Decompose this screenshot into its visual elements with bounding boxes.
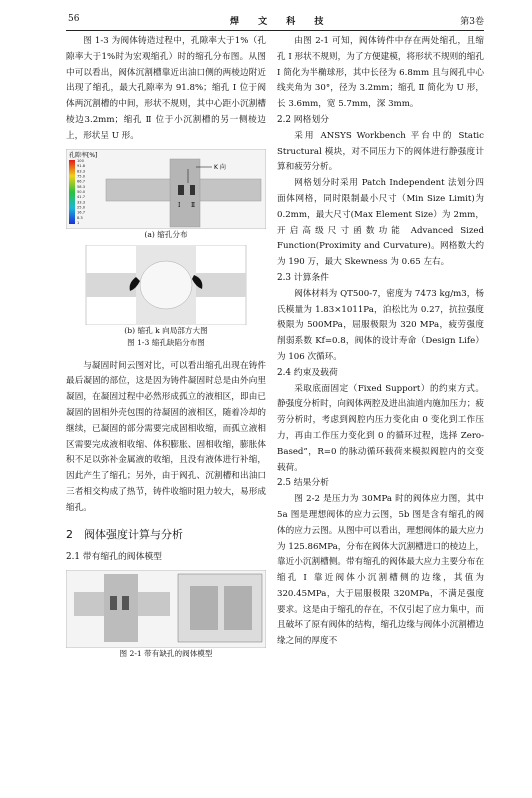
header-rule bbox=[66, 30, 484, 31]
page-header bbox=[0, 0, 532, 38]
section-2-heading: 2 阀体强度计算与分析 bbox=[66, 527, 183, 541]
shrinkage-label-2: Ⅱ bbox=[191, 201, 196, 209]
journal-title: 焊 文 科 技 bbox=[230, 17, 332, 27]
legend-value: 91.8 bbox=[77, 163, 86, 168]
page-number: 56 bbox=[68, 14, 80, 24]
left-column bbox=[66, 34, 266, 662]
legend-value: 58.3 bbox=[77, 184, 86, 189]
legend-value: 50.0 bbox=[77, 189, 86, 194]
right-paragraph-2-5: 图 2-2 是压力为 30MPa 时的阀体应力图，其中 5a 图是理想阀体的应力云图，5b 图是含有缩孔的阀体的应力云图。从图中可以看出，理想阀体的最大应力为 125.86MPa，分布在阀体大沉割槽进口的棱边上，靠近小沉割槽侧。带有缩孔的阀体最大应力主要分布在缩孔 Ⅰ 靠近阀体小沉割槽侧的边缘，其值为 320.45MPa，大于屈服极限 320MPa，不满足强度要求。这是由于缩孔的存在，不仅引起了应力集中，而且破坏了原有阀体的结构，缩孔边缘与阀体小沉割槽边缘之间的厚度不 bbox=[277, 494, 484, 647]
figure-b-caption: (b) 缩孔 k 向局部方大图 bbox=[124, 325, 208, 335]
figure-a-caption: (a) 缩孔分布 bbox=[144, 229, 188, 239]
figure-2-1 bbox=[66, 570, 266, 660]
legend-value: 100 bbox=[77, 158, 84, 163]
left-paragraph-2: 与凝固时间云图对比，可以看出缩孔出现在铸件最后凝固的部位，这是因为铸件凝固时总是由外向里凝固，在凝固过程中必然形成孤立的液相区，即由已凝固的固相外壳包围的待凝固的液相区，随着冷却的继续，已凝固的部分需要完成固相收缩，而孤立液相区需要完成液相收缩、体积膨胀、固相收缩，膨胀体积不足以弥补金属液的收缩，且没有液体进行补缩，因此产生了缩孔；另外，由于阀孔、沉割槽和出油口三者相交构成了热节，铸件收缩时阻力较大，易形成缩孔。 bbox=[66, 360, 266, 513]
legend-value: 83.3 bbox=[77, 168, 86, 173]
legend-value: 25.0 bbox=[77, 205, 86, 210]
right-column bbox=[277, 34, 484, 650]
figure-1-3a bbox=[66, 149, 266, 241]
section-2-3-heading: 2.3 计算条件 bbox=[277, 272, 329, 283]
legend-value: 41.7 bbox=[77, 194, 86, 199]
legend-value: 33.3 bbox=[77, 199, 86, 204]
legend-value: 1 bbox=[77, 220, 80, 225]
figure-1-3-caption: 图 1-3 缩孔缺陷分布图 bbox=[127, 337, 205, 347]
valve-model-image bbox=[66, 570, 266, 648]
shrinkage-label-1: Ⅰ bbox=[178, 201, 181, 209]
section-2-2-heading: 2.2 网格划分 bbox=[277, 114, 329, 125]
legend-value: 8.3 bbox=[77, 215, 83, 220]
legend-value: 66.7 bbox=[77, 179, 86, 184]
legend-value: 16.7 bbox=[77, 210, 86, 215]
right-paragraph-2-4: 采取底面固定（Fixed Support）的约束方式。静强度分析时，向阀体两腔及进出油道内施加压力；疲劳分析时，考虑到阀腔内压力变化由 0 变化到工作压力，再由工作压力变化到 0 的循环过程，选择 Zero-Based”，R=0 的脉动循环载荷来模拟阀腔内的交变载荷。 bbox=[277, 383, 484, 473]
section-2-5-heading: 2.5 结果分析 bbox=[277, 478, 329, 489]
volume-label: 第3卷 bbox=[460, 17, 484, 27]
section-2-4-heading: 2.4 约束及载荷 bbox=[277, 367, 338, 378]
legend-value: 75.0 bbox=[77, 174, 86, 179]
figure-2-1-caption: 图 2-1 带有缺孔的阀体模型 bbox=[119, 649, 213, 659]
right-paragraph-2-2b: 网格划分时采用 Patch Independent 法划分四面体网格，同时限制最小尺寸（Min Size Limit)为 0.2mm，最大尺寸(Max Element Size）为 2mm，开启高级尺寸函数功能 Advanced Sized Function(Proximity and Curvature)。网格数大约为 190 万，最大 Skewness 为 0.65 左右。 bbox=[277, 178, 484, 268]
k-direction-label: K 向 bbox=[214, 163, 226, 171]
left-paragraph-1: 图 1-3 为阀体铸造过程中，孔隙率大于1%（孔隙率大于1%时为宏观缩孔）时的缩孔分布图。从图中可以看出，阀体沉割槽靠近出油口侧的两棱边附近出现了缩孔，最大孔隙率为 91.8%；缩孔 Ⅰ 位于阀体两沉割槽的中间，形状不规则，其中心距小沉割槽棱边3.2mm；缩孔 Ⅱ 位于小沉割槽的另一侧棱边上，形状呈 U 形。 bbox=[66, 36, 266, 141]
legend-title: 孔隙率[%] bbox=[69, 151, 98, 159]
right-paragraph-2-2a: 采用 ANSYS Workbench 平台中的 Static Structural 模块，对不同压力下的阀体进行静强度计算和疲劳分析。 bbox=[277, 130, 484, 173]
right-paragraph-1: 由图 2-1 可知，阀体铸件中存在两处缩孔，且缩孔 Ⅰ 形状不规则，为了方便建模，将形状不规则的缩孔 Ⅰ 简化为半椭球形，其中长径为 6.8mm 且与阀孔中心线夹角为 30°，径为 3.2mm；缩孔 Ⅱ 简化为 U 形，长 3.6mm，宽 5.7mm，深 3mm。 bbox=[277, 36, 484, 110]
shrinkage-distribution-image bbox=[66, 149, 266, 229]
section-2-1-heading: 2.1 带有缩孔的阀体模型 bbox=[66, 552, 162, 563]
right-paragraph-2-3: 阀体材料为 QT500-7，密度为 7473 kg/m3，杨氏模量为 1.83×1011Pa，泊松比为 0.27，抗拉强度极限为 500MPa，屈服极限为 320 MPa，疲劳强度削弱系数 Kf=0.8，阀体的设计寿命（Design Life）为 106 次循环。 bbox=[277, 288, 484, 362]
figure-1-3b bbox=[66, 245, 266, 349]
shrinkage-zoom-image bbox=[66, 245, 266, 325]
legend-color-bar bbox=[69, 160, 75, 224]
